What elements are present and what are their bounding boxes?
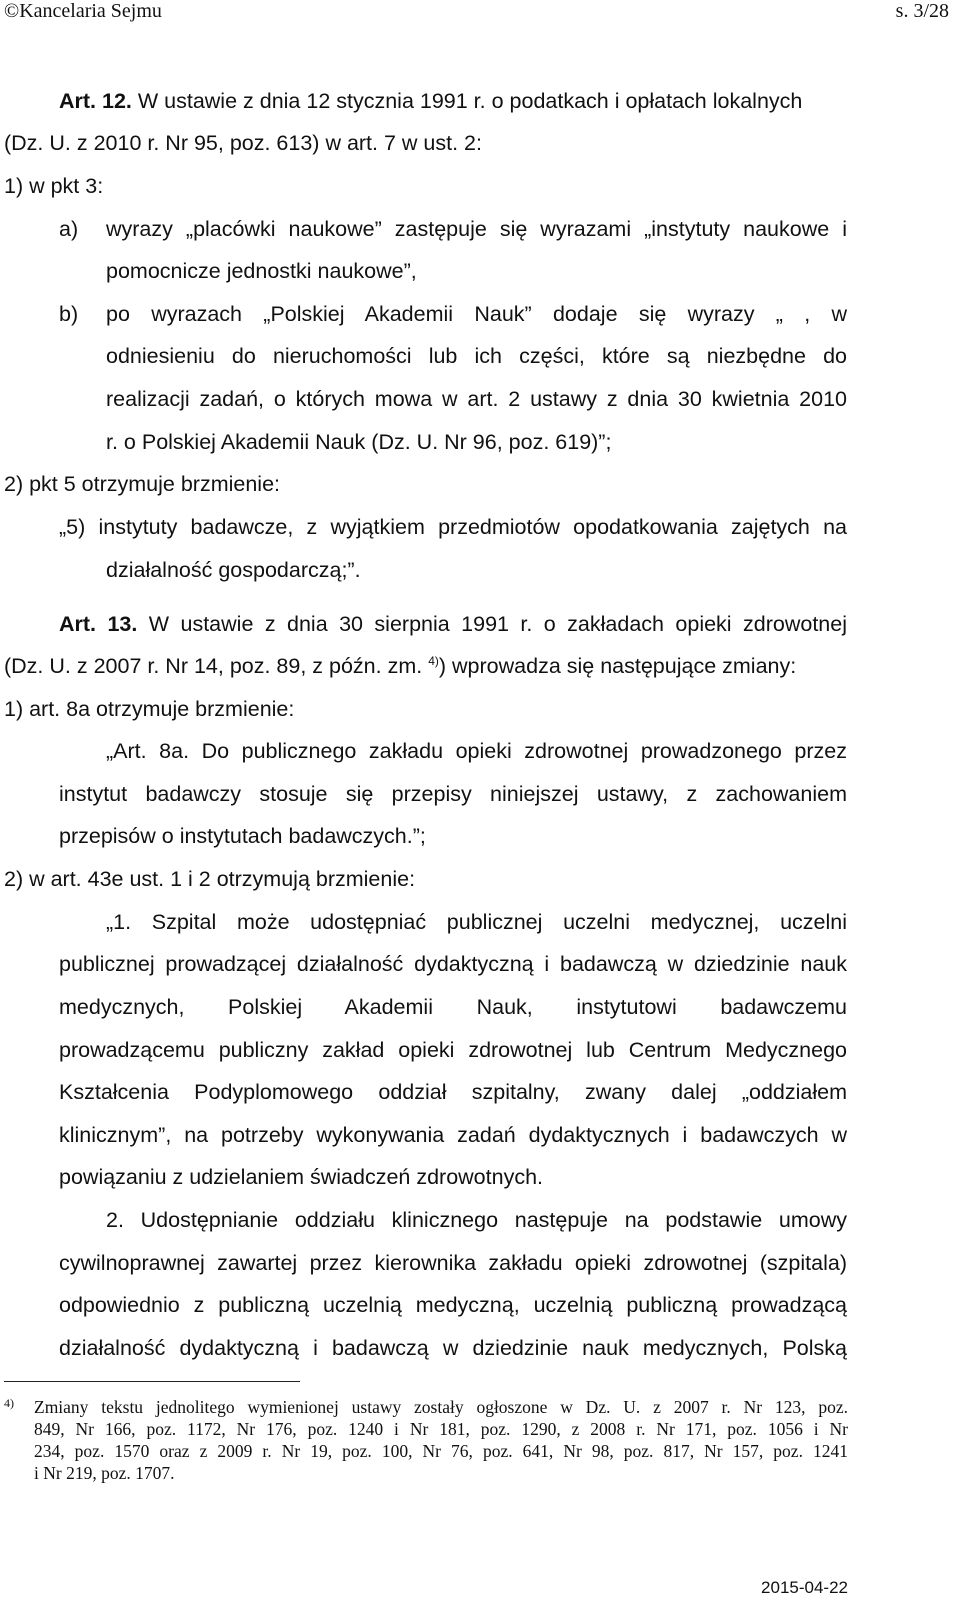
art12-item-b-label: b) <box>59 302 79 326</box>
footnote-separator <box>4 1381 300 1382</box>
art13-p1-quote-line-1: „Art. 8a. Do publicznego zakładu opieki zdrowotnej prowadzonego przez <box>106 739 847 763</box>
art13-line-2-rest: ) wprowadza się następujące zmiany: <box>438 654 797 678</box>
art13-p2-line-1: „1. Szpital może udostępniać publicznej uczelni medycznej, uczelni <box>106 910 847 934</box>
footnote-line-4: i Nr 219, poz. 1707. <box>34 1463 175 1483</box>
art13-p2-line-4: prowadzącemu publiczny zakład opieki zdrowotnej lub Centrum Medycznego <box>59 1038 847 1062</box>
footnote-line-2: 849, Nr 166, poz. 1172, Nr 176, poz. 1240 i Nr 181, poz. 1290, z 2008 r. Nr 171, poz. 1056 i Nr <box>34 1419 848 1439</box>
art12-point-2: 2) pkt 5 otrzymuje brzmienie: <box>4 472 281 496</box>
art12-item-b-line-3: realizacji zadań, o których mowa w art. 2 ustawy z dnia 30 kwietnia 2010 <box>106 387 847 411</box>
document-date: 2015-04-22 <box>761 1578 848 1597</box>
art12-intro: W ustawie z dnia 12 stycznia 1991 r. o podatkach i opłatach lokalnych <box>137 89 803 113</box>
header-source: ©Kancelaria Sejmu <box>4 0 162 22</box>
art13-p1-quote-line-2: instytut badawczy stosuje się przepisy niniejszej ustawy, z zachowaniem <box>59 782 847 806</box>
art12-label: Art. 12. <box>59 89 132 113</box>
art12-item-a-line-2: pomocnicze jednostki naukowe”, <box>106 259 417 283</box>
art13-p2-line-3: medycznych, Polskiej Akademii Nauk, instytutowi badawczemu <box>59 995 847 1019</box>
art13-point-2: 2) w art. 43e ust. 1 i 2 otrzymują brzmienie: <box>4 867 416 891</box>
art12-item-a-label: a) <box>59 217 79 241</box>
art13-p2-line-10: odpowiednio z publiczną uczelnią medyczną, uczelnią publiczną prowadzącą <box>59 1293 847 1317</box>
art12-item-b-line-2: odniesieniu do nieruchomości lub ich części, które są niezbędne do <box>106 344 847 368</box>
art13-line-2 <box>4 653 796 679</box>
art12-heading-line <box>59 88 802 114</box>
footnote-line-1: Zmiany tekstu jednolitego wymienionej ustawy zostały ogłoszone w Dz. U. z 2007 r. Nr 123, poz. <box>34 1397 848 1417</box>
art12-line-2: (Dz. U. z 2010 r. Nr 95, poz. 613) w art. 7 w ust. 2: <box>4 131 482 155</box>
art12-item-b-line-1: po wyrazach „Polskiej Akademii Nauk” dodaje się wyrazy „ , w <box>106 302 847 326</box>
footnote-mark: 4) <box>4 1396 14 1410</box>
art13-label: Art. 13. <box>59 612 138 636</box>
art13-p2-line-2: publicznej prowadzącej działalność dydaktyczną i badawczą w dziedzinie nauk <box>59 952 847 976</box>
art13-heading-line <box>59 611 847 637</box>
art13-p2-line-11: działalność dydaktyczną i badawczą w dziedzinie nauk medycznych, Polską <box>59 1336 847 1360</box>
art13-p2-line-6: klinicznym”, na potrzeby wykonywania zadań dydaktycznych i badawczych w <box>59 1123 847 1147</box>
art12-item-a-line-1: wyrazy „placówki naukowe” zastępuje się wyrazami „instytuty naukowe i <box>106 217 847 241</box>
header-page-number: s. 3/28 <box>895 0 949 22</box>
art12-quote-line-1: „5) instytuty badawcze, z wyjątkiem przedmiotów opodatkowania zajętych na <box>59 515 847 539</box>
art13-p2-line-8: 2. Udostępnianie oddziału klinicznego następuje na podstawie umowy <box>106 1208 847 1232</box>
art13-line-2-text: (Dz. U. z 2007 r. Nr 14, poz. 89, z późn. zm. <box>4 654 423 678</box>
footnote-line-3: 234, poz. 1570 oraz z 2009 r. Nr 19, poz. 100, Nr 76, poz. 641, Nr 98, poz. 817, Nr 157, poz. 1241 <box>34 1441 848 1461</box>
art13-point-1: 1) art. 8a otrzymuje brzmienie: <box>4 697 295 721</box>
footnote-reference: 4) <box>428 653 439 668</box>
art12-point-1: 1) w pkt 3: <box>4 174 104 198</box>
art13-p2-line-9: cywilnoprawnej zawartej przez kierownika zakładu opieki zdrowotnej (szpitala) <box>59 1251 847 1275</box>
art13-p2-line-5: Kształcenia Podyplomowego oddział szpitalny, zwany dalej „oddziałem <box>59 1080 847 1104</box>
art13-p1-quote-line-3: przepisów o instytutach badawczych.”; <box>59 824 426 848</box>
art12-quote-line-2: działalność gospodarczą;”. <box>106 558 361 582</box>
art13-p2-line-7: powiązaniu z udzielaniem świadczeń zdrowotnych. <box>59 1165 544 1189</box>
art12-item-b-line-4: r. o Polskiej Akademii Nauk (Dz. U. Nr 96, poz. 619)”; <box>106 430 612 454</box>
art13-intro: W ustawie z dnia 30 sierpnia 1991 r. o zakładach opieki zdrowotnej <box>148 612 847 636</box>
